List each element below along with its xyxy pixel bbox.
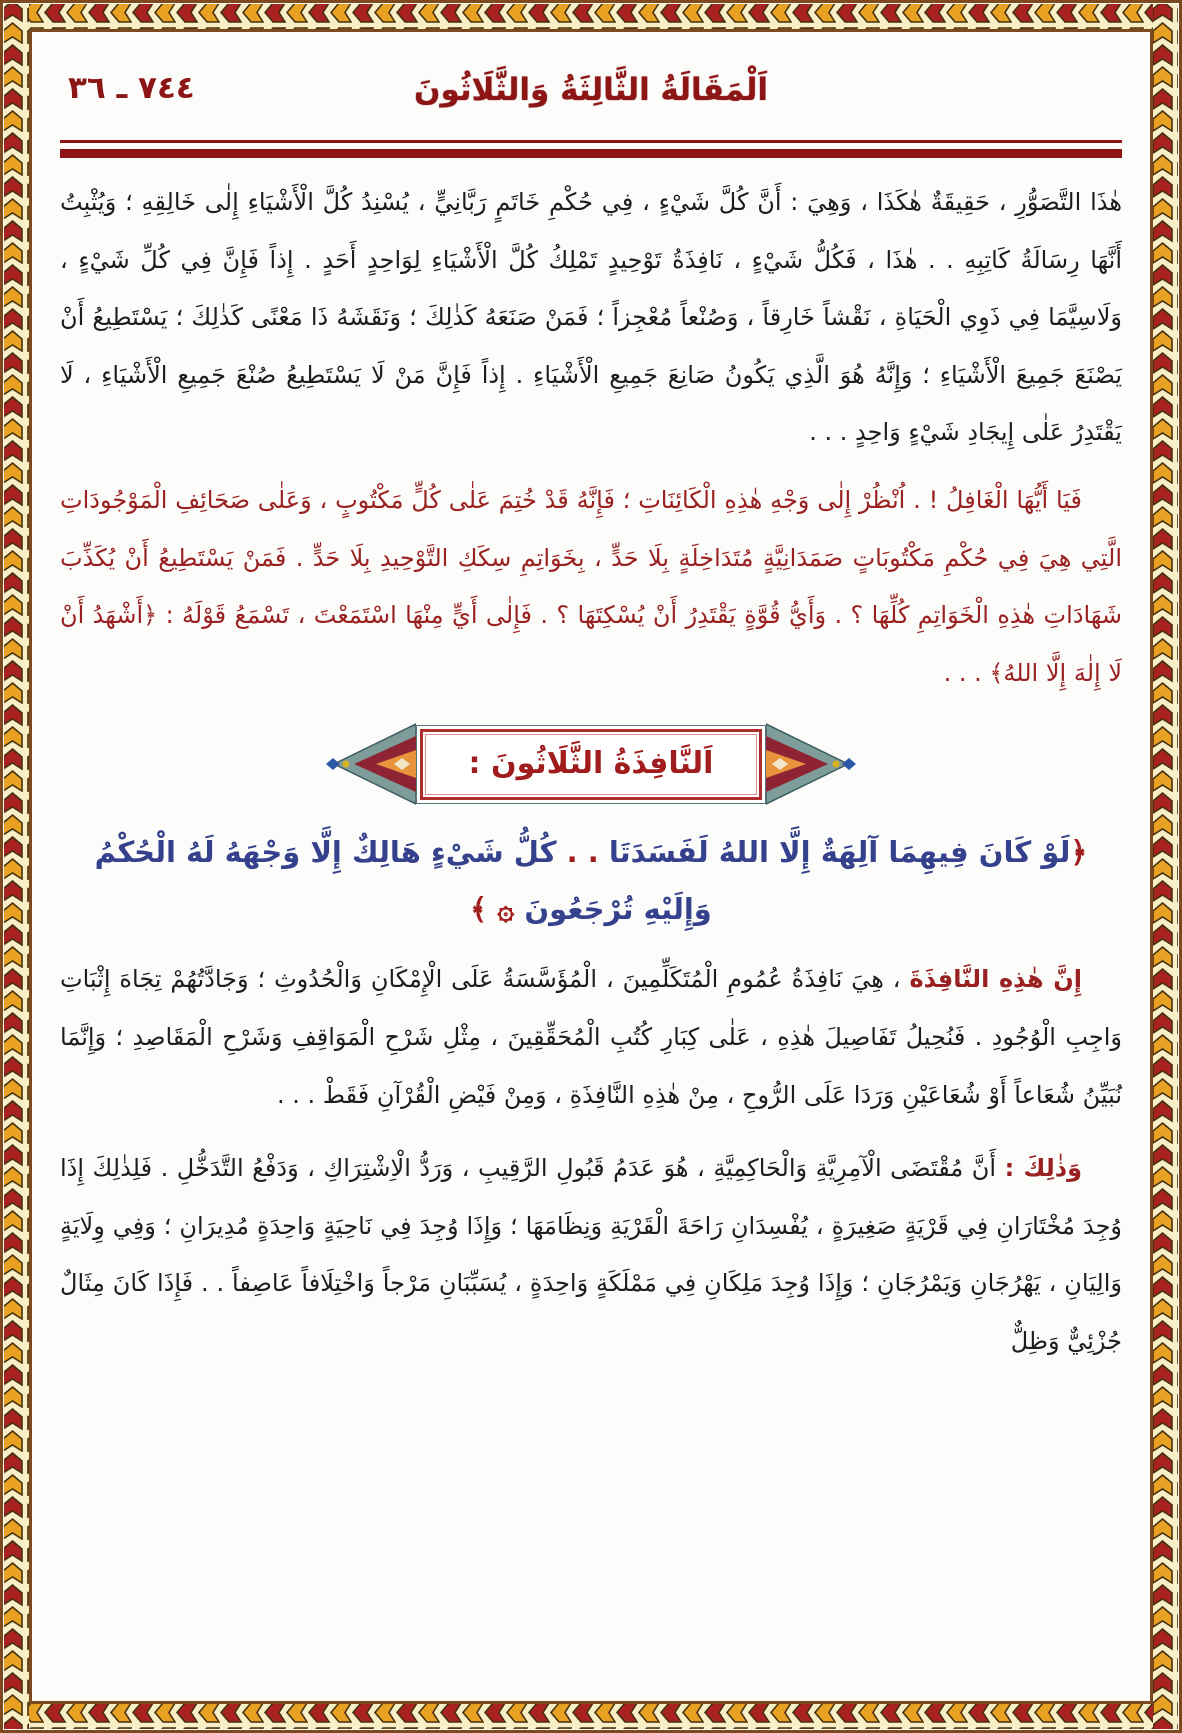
page-header — [60, 66, 1122, 140]
paragraph-1: هٰذَا التَّصَوُّرِ ، حَقِيقَةٌ هٰكَذَا ، وَهِيَ : أَنَّ كُلَّ شَيْءٍ ، فِي حُكْمِ خَاتَمٍ رَبَّانِيٍّ ، يُسْنِدُ كُلَّ الْأَشْيَاءِ إِلٰى خَالِقِهِ ؛ وَيُثْبِتُ أَنَّهَا رِسَالَةُ كَاتِبِهِ . . هٰذَا ، فَكُلُّ شَيْءٍ ، نَافِذَةُ تَوْحِيدٍ تَمْلِكُ كُلَّ الْأَشْيَاءِ لِوَاحِدٍ أَحَدٍ . إِذاً فَإِنَّ فِي كُلِّ شَيْءٍ ، وَلَاسِيَّمَا فِي ذَوِي الْحَيَاةِ ، نَقْشاً خَارِقاً ، وَصُنْعاً مُعْجِزاً ؛ فَمَنْ صَنَعَهُ كَذٰلِكَ ؛ وَنَقَشَهُ ذَا مَعْنًى كَذٰلِكَ ؛ يَسْتَطِيعُ أَنْ يَصْنَعَ جَمِيعَ الْأَشْيَاءِ ؛ وَإِنَّهُ هُوَ الَّذِي يَكُونُ صَانِعَ جَمِيعِ الْأَشْيَاءِ . إِذاً فَإِنَّ مَنْ لَا يَسْتَطِيعُ صُنْعَ جَمِيعِ الْأَشْيَاءِ ، لَا يَقْتَدِرُ عَلٰى إِيجَادِ شَيْءٍ وَاحِدٍ . . . — [60, 188, 1122, 447]
verse-rosette-icon: ۞ — [487, 891, 525, 926]
header-divider-rule — [60, 140, 1122, 158]
page-number: ٧٤٤ ـ ٣٦ — [68, 70, 195, 106]
paragraph-4 — [60, 1140, 1122, 1370]
paragraph-4-lead: وَذٰلِكَ : — [1004, 1154, 1083, 1183]
section-title: اَلنَّافِذَةُ الثَّلَاثُونَ : — [468, 745, 714, 781]
section-title-box-inner — [420, 729, 763, 800]
quran-verse — [60, 824, 1122, 937]
verse-close-bracket: ﴾ — [470, 891, 488, 926]
paragraph-3-rest: ، هِيَ نَافِذَةُ عُمُومِ الْمُتَكَلِّمِينَ ، الْمُؤَسَّسَةُ عَلَى الْإِمْكَانِ وَالْحُدُوثِ ؛ وَجَادَّتُهُمْ تِجَاهَ إِثْبَاتِ وَاجِبِ الْوُجُودِ . فَنُحِيلُ تَفَاصِيلَ هٰذِهِ ، عَلٰى كِبَارِ كُتُبِ الْمُحَقِّقِينَ ، مِثْلِ شَرْحِ الْمَوَاقِفِ وَشَرْحِ الْمَقَاصِدِ ؛ وَإِنَّمَا نُبَيِّنُ شُعَاعاً أَوْ شُعَاعَيْنِ وَرَدَا عَلَى الرُّوحِ ، مِنْ هٰذِهِ النَّافِذَةِ ، وَمِنْ فَيْضِ الْقُرْآنِ فَقَطْ . . . — [60, 965, 1122, 1109]
paragraph-3-lead: إِنَّ هٰذِهِ النَّافِذَةَ — [909, 965, 1082, 994]
paragraph-4-rest: أَنَّ مُقْتَضَى الْآمِرِيَّةِ وَالْحَاكِمِيَّةِ ، هُوَ عَدَمُ قَبُولِ الرَّقِيبِ ، وَرَدُّ الْاِشْتِرَاكِ ، وَدَفْعُ التَّدَخُّلِ . فَلِذٰلِكَ إِذَا وُجِدَ مُخْتَارَانِ فِي قَرْيَةٍ صَغِيرَةٍ ، يُفْسِدَانِ رَاحَةَ الْقَرْيَةِ وَنِظَامَهَا ؛ وَإِذَا وُجِدَ فِي نَاحِيَةٍ وَاحِدَةٍ مُدِيرَانِ ؛ وَفِي وِلَايَةٍ وَالِيَانِ ، يَهْرُجَانِ وَيَمْرُجَانِ ؛ وَإِذَا وُجِدَ مَلِكَانِ فِي مَمْلَكَةٍ وَاحِدَةٍ ، يُسَبِّبَانِ مَرْجاً وَاخْتِلَافاً عَاصِفاً . . فَإِذَا كَانَ مِثَالٌ جُزْئِيٌّ وَظِلٌّ — [60, 1154, 1122, 1355]
verse-text-2: كُلُّ شَيْءٍ هَالِكٌ إِلَّا وَجْهَهُ لَهُ الْحُكْمُ وَإِلَيْهِ تُرْجَعُونَ — [94, 835, 712, 926]
section-title-box — [416, 725, 767, 804]
verse-text-1: لَوْ كَانَ فِيهِمَا آلِهَةٌ إِلَّا اللهُ لَفَسَدَتَا — [608, 835, 1071, 870]
section-heading-row — [60, 720, 1122, 808]
paragraph-2-red: فَيَا أَيُّهَا الْغَافِلُ ! . اُنْظُرْ إِلٰى وَجْهِ هٰذِهِ الْكَائِنَاتِ ؛ فَإِنَّهُ قَدْ خُتِمَ عَلٰى كُلٍّ مَكْتُوبٍ ، وَعَلٰى صَحَائِفِ الْمَوْجُودَاتِ الَّتِي هِيَ فِي حُكْمِ مَكْتُوبَاتٍ صَمَدَانِيَّةٍ مُتَدَاخِلَةٍ بِلَا حَدٍّ ، بِخَوَاتِمِ سِكَكِ التَّوْحِيدِ بِلَا حَدٍّ . فَمَنْ يَسْتَطِيعُ أَنْ يُكَذِّبَ شَهَادَاتِ هٰذِهِ الْخَوَاتِمِ كُلِّهَا ؟ . وَأَيُّ قُوَّةٍ يَقْتَدِرُ أَنْ يُسْكِتَهَا ؟ . فَإِلٰى أَيٍّ مِنْهَا اسْتَمَعْتَ ، تَسْمَعُ قَوْلَهُ : ﴿أَشْهَدُ أَنْ لَا إِلٰهَ إِلَّا اللهُ﴾ . . . — [60, 485, 1122, 687]
page-title: اَلْمَقَالَةُ الثَّالِثَةُ وَالثَّلَاثُونَ — [414, 72, 768, 108]
page-content — [60, 34, 1122, 1699]
verse-open-bracket: ﴿ — [1070, 835, 1088, 870]
paragraph-3 — [60, 951, 1122, 1124]
arabesque-ornament-right-icon — [766, 720, 858, 808]
verse-separator-dots: . . — [556, 835, 609, 870]
arabesque-ornament-left-icon — [324, 720, 416, 808]
